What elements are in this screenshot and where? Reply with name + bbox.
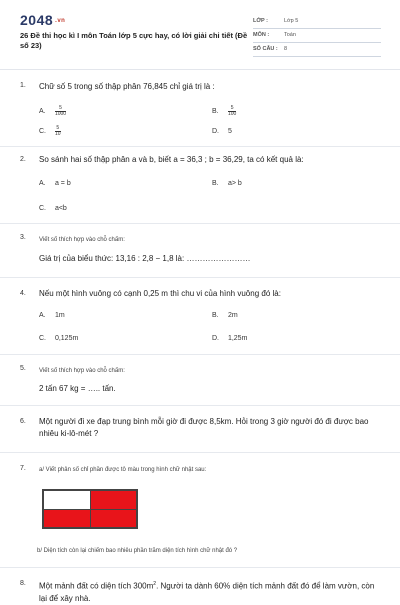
rect-cell-red (90, 490, 137, 510)
page-header (0, 0, 400, 62)
option-d[interactable] (212, 335, 247, 342)
rect-cell-red (90, 509, 137, 528)
question-part-a: a/ Viết phân số chỉ phần được tô màu trong hình chữ nhật sau: (39, 467, 207, 473)
question-text: Nếu một hình vuông có cạnh 0,25 m thì chu vi của hình vuông đó là: (39, 289, 281, 298)
fraction: $\frac{5}{1000}$ (54, 105, 67, 117)
option-label: A. (39, 108, 46, 116)
shaded-rectangle (42, 489, 138, 529)
question-number: 7. (20, 465, 26, 472)
question-number: 4. (20, 290, 26, 297)
meta-subject (253, 31, 381, 43)
question-part-b: b/ Diện tích còn lại chiếm bao nhiêu phần trăm diện tích hình chữ nhật đó ? (37, 548, 238, 554)
question-separator (0, 146, 400, 147)
header-divider (0, 69, 400, 70)
meta-count-value: 8 (284, 46, 288, 52)
option-label: D. (212, 335, 219, 342)
question-text: So sánh hai số thập phân a và b, biết a = 36,3 ; b = 36,29, ta có kết quả là: (39, 155, 304, 164)
question-number: 5. (20, 365, 26, 372)
question-number: 2. (20, 156, 26, 163)
option-text: 1,25m (227, 335, 248, 342)
meta-count-key: SỐ CÂU : (253, 46, 278, 52)
question-separator (0, 567, 400, 568)
option-c[interactable] (39, 205, 67, 212)
option-b[interactable] (212, 312, 238, 319)
option-text: 1m (54, 312, 65, 319)
meta-question-count (253, 45, 381, 57)
question-text: Chữ số 5 trong số thập phân 76,845 chỉ giá trị là : (39, 82, 215, 91)
logo-text: 2048 (20, 12, 54, 28)
option-label: B. (212, 180, 219, 187)
option-d[interactable] (212, 128, 232, 135)
question-text: 2 tấn 67 kg = ….. tấn. (39, 384, 116, 393)
meta-subject-key: MÔN : (253, 32, 270, 38)
rect-cell-red (43, 509, 91, 528)
option-text: a> b (227, 180, 242, 187)
option-label: A. (39, 180, 46, 187)
question-instruction: Viết số thích hợp vào chỗ chấm: (39, 368, 125, 374)
option-label: C. (39, 205, 46, 212)
option-text: a = b (54, 180, 71, 187)
meta-subject-value: Toán (284, 32, 296, 38)
option-text: 0,125m (54, 335, 79, 342)
question-text: Một người đi xe đạp trung bình mỗi giờ đi được 8,5km. Hỏi trong 3 giờ người đó đi được bao nhiêu ki-lô-mét ? (39, 417, 369, 438)
rect-cell-white (43, 490, 91, 510)
option-b[interactable] (212, 180, 242, 187)
fraction: $\frac{5}{100}$ (227, 105, 237, 117)
option-a[interactable] (39, 312, 65, 319)
question-number: 6. (20, 418, 26, 425)
option-a[interactable] (39, 106, 66, 117)
question-separator (0, 277, 400, 278)
site-logo[interactable] (20, 12, 65, 28)
question-text: Giá trị của biểu thức: 13,16 : 2,8 − 1,8 là: …………………… (39, 254, 251, 263)
question-text: Một mảnh đất có diện tích $300m^2$. Người ta dành 60% diện tích mảnh đất đó để làm vườn, còn lại để xây nhà. (39, 581, 375, 603)
option-label: D. (212, 128, 219, 135)
option-label: C. (39, 128, 46, 136)
question-separator (0, 354, 400, 355)
option-label: C. (39, 335, 46, 342)
logo-domain: .vn (55, 18, 66, 25)
question-separator (0, 405, 400, 406)
meta-class-key: LỚP : (253, 18, 268, 24)
option-b[interactable] (212, 106, 236, 117)
question-number: 3. (20, 234, 26, 241)
question-number: 1. (20, 82, 26, 89)
document-title: 26 Đề thi học kì I môn Toán lớp 5 cực hay, có lời giải chi tiết (Đề số 23) (20, 31, 248, 50)
option-c[interactable] (39, 335, 78, 342)
question-number: 8. (20, 580, 26, 587)
option-text: 5 (227, 128, 232, 135)
option-label: A. (39, 312, 46, 319)
option-text: 2m (227, 312, 238, 319)
question-separator (0, 223, 400, 224)
meta-class-value: Lớp 5 (284, 18, 299, 24)
fraction: $\frac{5}{10}$ (54, 125, 61, 137)
question-instruction: Viết số thích hợp vào chỗ chấm: (39, 237, 125, 243)
option-text: a<b (54, 205, 67, 212)
option-a[interactable] (39, 180, 71, 187)
option-label: B. (212, 312, 219, 319)
option-label: B. (212, 108, 219, 116)
option-c[interactable] (39, 126, 61, 137)
meta-class (253, 17, 381, 29)
question-separator (0, 452, 400, 453)
